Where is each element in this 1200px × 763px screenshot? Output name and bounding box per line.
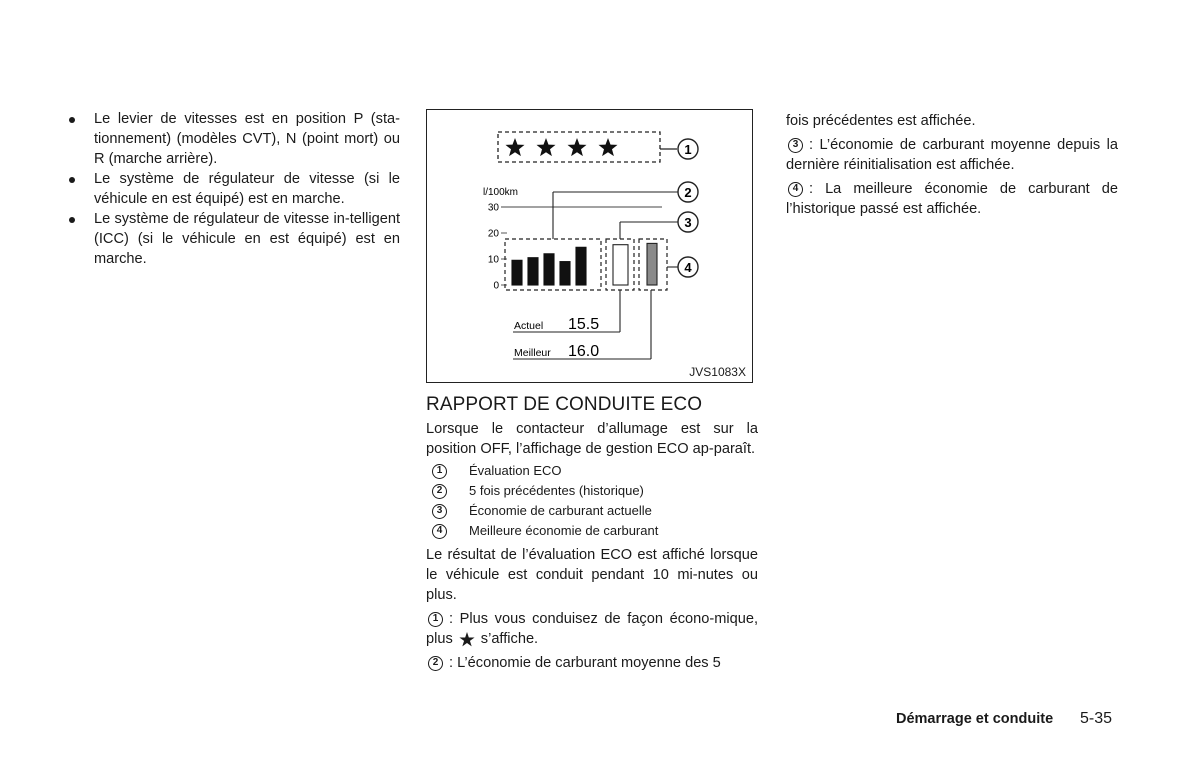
list-item: Le système de régulateur de vitesse in-telligent (ICC) (si le véhicule en est équipé) est en marche.: [66, 209, 400, 269]
star-icon: [506, 138, 525, 156]
item3-paragraph: 3 : L’économie de carburant moyenne depuis la dernière réinitialisation est affichée.: [786, 137, 1118, 173]
figure-id: JVS1083X: [689, 365, 746, 379]
callout-1: [678, 139, 698, 159]
y-tick-label: 0: [493, 280, 499, 292]
bar: [647, 243, 657, 285]
star-icon: [537, 138, 556, 156]
y-tick-label: 10: [487, 254, 499, 266]
left-column: [66, 109, 400, 269]
section-heading: RAPPORT DE CONDUITE ECO: [426, 394, 703, 415]
callout-number: 4: [788, 182, 803, 197]
svg-text:3: 3: [684, 215, 692, 230]
callout-number: 2: [428, 656, 443, 671]
star-icon: [568, 138, 587, 156]
y-tick-label: 30: [487, 202, 499, 214]
star-icon: [459, 632, 475, 647]
bar: [613, 245, 628, 285]
callout-number: 2: [432, 484, 447, 499]
eco-report-figure: [426, 109, 753, 383]
star-icon: [599, 138, 618, 156]
eco-stars: [506, 138, 618, 156]
callout-2: [678, 182, 698, 202]
right-column: [786, 111, 1118, 221]
intro-paragraph: Lorsque le contacteur d’allumage est sur la position OFF, l’affichage de gestion ECO ap-paraît.: [426, 421, 758, 457]
callout-number: 3: [788, 138, 803, 153]
svg-text:4: 4: [684, 260, 692, 275]
footer-section-title: Démarrage et conduite: [896, 711, 1054, 727]
best-label: Meilleur: [514, 347, 551, 359]
list-item: Le levier de vitesses est en position P (sta-tionnement) (modèles CVT), N (point mort) ou R (marche arrière).: [66, 109, 400, 169]
callout-number: 1: [432, 464, 447, 479]
bar: [512, 260, 522, 285]
svg-text:2: 2: [684, 185, 692, 200]
list-item: Le système de régulateur de vitesse (si le véhicule en est équipé) est en marche.: [66, 169, 400, 209]
condition-list: [66, 109, 400, 269]
middle-column: [426, 109, 758, 675]
page-number: 5-35: [1080, 710, 1113, 727]
callout-number: 4: [432, 524, 447, 539]
bar: [560, 262, 570, 285]
actual-value: 15.5: [568, 316, 600, 333]
actual-label: Actuel: [514, 320, 544, 332]
legend-item: 1 Évaluation ECO: [426, 461, 758, 481]
unit-label: l/100km: [483, 187, 519, 198]
legend-item: 4 Meilleure économie de carburant: [426, 521, 758, 541]
item4-paragraph: 4 : La meilleure économie de carburant de l’historique passé est affichée.: [786, 181, 1118, 217]
callout-number: 1: [428, 612, 443, 627]
callout-number: 3: [432, 504, 447, 519]
eco-report-illustration: [427, 110, 751, 381]
item2-paragraph: 2 : L’économie de carburant moyenne des 5: [426, 653, 758, 673]
bars: [512, 243, 657, 285]
y-tick-label: 20: [487, 228, 499, 240]
callout-3: [678, 212, 698, 232]
continuation-text: fois précédentes est affichée.: [786, 113, 976, 129]
result-paragraph: Le résultat de l’évaluation ECO est affiché lorsque le véhicule est conduit pendant 10 mi-nutes ou plus.: [426, 547, 758, 603]
bar: [528, 258, 538, 285]
svg-text:1: 1: [684, 142, 692, 157]
bar: [576, 247, 586, 285]
item1-paragraph: 1 : Plus vous conduisez de façon écono-mique, plus s’affiche.: [426, 611, 758, 647]
legend-item: 3 Économie de carburant actuelle: [426, 501, 758, 521]
best-value: 16.0: [568, 343, 600, 360]
bar: [544, 254, 554, 285]
legend-item: 2 5 fois précédentes (historique): [426, 481, 758, 501]
callout-4: [678, 257, 698, 277]
figure-legend: [426, 461, 758, 541]
